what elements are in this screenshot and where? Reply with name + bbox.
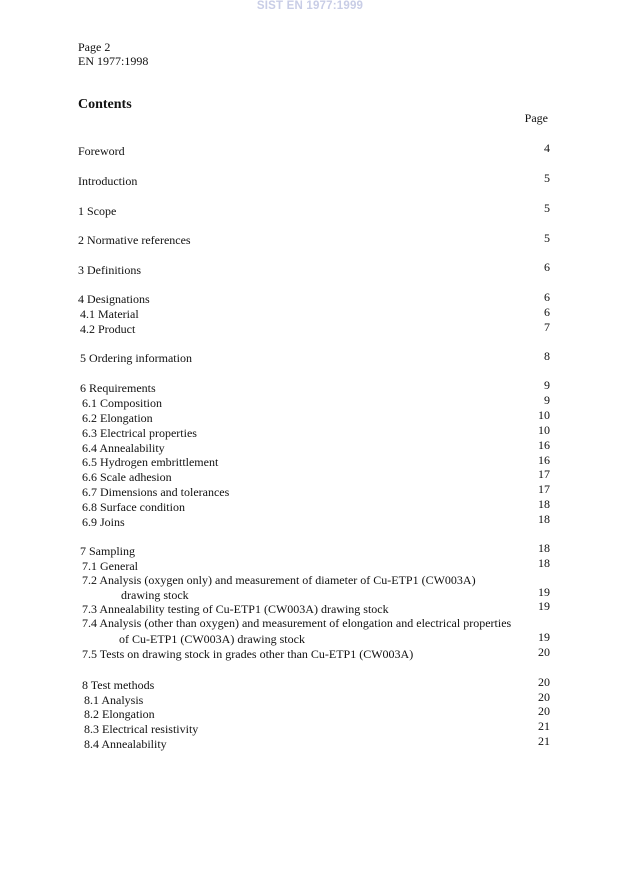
toc-entry-label: 7.1 General	[82, 559, 138, 573]
page-number: Page 2	[78, 40, 111, 54]
toc-entry-page: 8	[544, 349, 550, 363]
standard-number: EN 1977:1998	[78, 54, 149, 68]
toc-entry-label: 2 Normative references	[78, 233, 191, 247]
toc-entry-label: 7.5 Tests on drawing stock in grades other than Cu-ETP1 (CW003A)	[82, 647, 414, 661]
toc-entry-label: Introduction	[78, 174, 138, 188]
toc-entry-label: 7.3 Annealability testing of Cu-ETP1 (CW003A) drawing stock	[82, 602, 389, 616]
toc-entry-label: 6.9 Joins	[82, 515, 125, 529]
toc-entry-label: 8.4 Annealability	[84, 737, 167, 751]
toc-entry-label: 4.2 Product	[80, 322, 136, 336]
watermark: SIST EN 1977:1999	[256, 0, 364, 12]
toc-entry-label: 4.1 Material	[80, 307, 139, 321]
toc-entry-page: 7	[544, 320, 550, 334]
toc-entry-page: 9	[544, 378, 550, 392]
toc-entry-label: 6 Requirements	[80, 381, 156, 395]
toc-entry-page: 9	[544, 393, 550, 407]
toc-entry-label: 7 Sampling	[80, 544, 136, 558]
toc-entry-label: 8.1 Analysis	[84, 693, 144, 707]
toc-entry-page: 6	[544, 305, 550, 319]
toc-entry-label: 8 Test methods	[82, 678, 155, 692]
toc-entry-label: 6.8 Surface condition	[82, 500, 185, 514]
toc-entry-label: 6.1 Composition	[82, 396, 163, 410]
toc-entry-page: 20	[538, 645, 550, 659]
toc-entry-label: 6.3 Electrical properties	[82, 426, 197, 440]
toc-entry-label: 8.3 Electrical resistivity	[84, 722, 199, 736]
toc-entry-page: 17	[538, 482, 550, 496]
toc-entry-page: 10	[538, 423, 550, 437]
toc-entry-page: 19	[538, 630, 550, 644]
toc-entry-page: 20	[538, 704, 550, 718]
toc-entry-page: 20	[538, 690, 550, 704]
toc-entry-label: 7.4 Analysis (other than oxygen) and measurement of elongation and electrical properties	[82, 616, 512, 630]
toc-entry-page: 10	[538, 408, 550, 422]
toc-entry-label: 3 Definitions	[78, 263, 141, 277]
toc-entry-label: 8.2 Elongation	[84, 707, 155, 721]
toc-entry-page: 20	[538, 675, 550, 689]
toc-entry-label-continued: of Cu-ETP1 (CW003A) drawing stock	[119, 632, 305, 646]
toc-entry-page: 19	[538, 585, 550, 599]
toc-entry-label: Foreword	[78, 144, 125, 158]
toc-entry-label-continued: drawing stock	[121, 588, 189, 602]
toc-entry-page: 21	[538, 734, 550, 748]
toc-entry-label: 1 Scope	[78, 204, 117, 218]
toc-entry-label: 7.2 Analysis (oxygen only) and measurement of diameter of Cu-ETP1 (CW003A)	[82, 573, 476, 587]
toc-entry-label: 6.7 Dimensions and tolerances	[82, 485, 230, 499]
toc-entry-page: 5	[544, 171, 550, 185]
toc-entry-label: 6.2 Elongation	[82, 411, 153, 425]
toc-entry-page: 4	[544, 141, 550, 155]
toc-entry-page: 5	[544, 231, 550, 245]
toc-entry-label: 6.5 Hydrogen embrittlement	[82, 455, 219, 469]
toc-entry-label: 5 Ordering information	[80, 351, 192, 365]
toc-entry-page: 6	[544, 260, 550, 274]
toc-entry-page: 16	[538, 438, 550, 452]
toc-entry-page: 18	[538, 497, 550, 511]
toc-entry-page: 16	[538, 453, 550, 467]
page-column-heading: Page	[524, 111, 548, 125]
toc-entry-page: 6	[544, 290, 550, 304]
toc-entry-page: 18	[538, 541, 550, 555]
toc-entry-page: 18	[538, 556, 550, 570]
contents-title: Contents	[78, 97, 132, 112]
toc-entry-label: 6.6 Scale adhesion	[82, 470, 172, 484]
toc-entry-page: 5	[544, 201, 550, 215]
toc-entry-page: 18	[538, 512, 550, 526]
toc-entry-page: 17	[538, 467, 550, 481]
toc-entry-page: 19	[538, 599, 550, 613]
toc-entry-label: 6.4 Annealability	[82, 441, 165, 455]
toc-entry-page: 21	[538, 719, 550, 733]
toc-entry-label: 4 Designations	[78, 292, 150, 306]
